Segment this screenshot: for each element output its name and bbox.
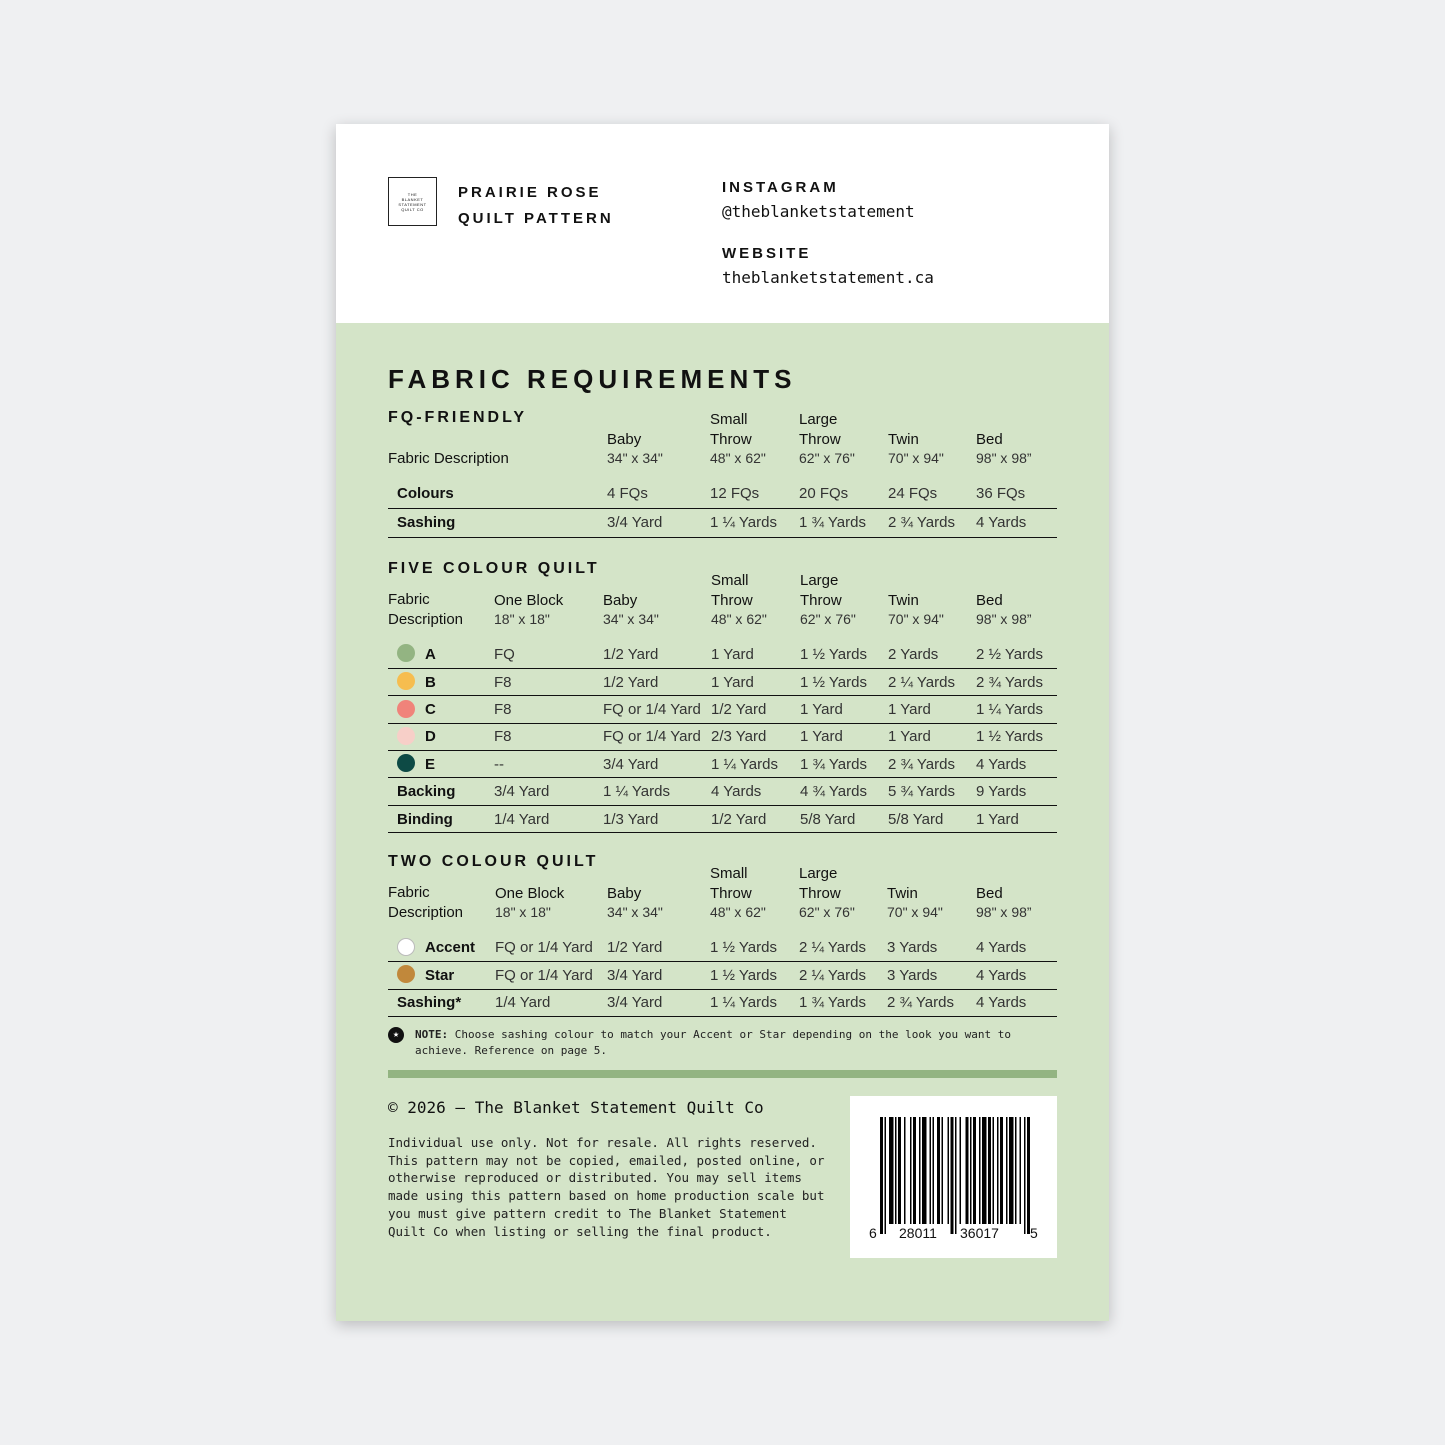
barcode-bar	[1015, 1117, 1017, 1224]
table-row	[388, 723, 1057, 750]
table-cell: 4 Yards	[976, 751, 1057, 778]
table-cell: 1 Yard	[800, 723, 888, 750]
table-cell: 1 Yard	[711, 668, 800, 695]
table-row	[388, 989, 1057, 1017]
table-row	[388, 805, 1057, 832]
table-cell: F8	[494, 668, 603, 695]
barcode-bar	[895, 1117, 897, 1224]
table-cell: 3/4 Yard	[607, 989, 710, 1017]
column-header: Bed 98" x 98”	[976, 591, 1032, 627]
barcode-bar	[904, 1117, 906, 1224]
column-header: One Block 18" x 18"	[494, 591, 564, 627]
website-label: WEBSITE	[722, 245, 812, 262]
barcode-bar	[910, 1117, 912, 1224]
row-label: E	[388, 751, 494, 778]
table-cell: 20 FQs	[799, 479, 888, 508]
table-cell: 4 Yards	[711, 778, 800, 805]
table-cell: 1 Yard	[800, 696, 888, 723]
row-label: Accent	[388, 934, 495, 962]
table-cell: 2 ¾ Yards	[888, 508, 976, 537]
row-label: Sashing*	[388, 989, 495, 1017]
barcode-bars	[850, 1096, 1057, 1258]
table-cell: 3 Yards	[887, 962, 976, 990]
pattern-title: PRAIRIE ROSE QUILT PATTERN	[458, 184, 614, 227]
column-header: Large Throw 62" x 76"	[799, 865, 855, 920]
table-cell: 2/3 Yard	[711, 723, 800, 750]
barcode-bar	[933, 1117, 935, 1224]
fabric-swatch-icon	[397, 754, 415, 772]
table-cell: 5/8 Yard	[800, 805, 888, 832]
barcode-bar	[889, 1117, 894, 1224]
barcode-digit-first: 6	[869, 1225, 877, 1241]
barcode-bar	[993, 1117, 995, 1224]
table-cell: FQ or 1/4 Yard	[603, 723, 711, 750]
two-colour-table	[388, 934, 1057, 1017]
table-cell: 1 ½ Yards	[710, 962, 799, 990]
fabric-description-label: Fabric Description	[388, 884, 464, 921]
fq-friendly-table	[388, 479, 1057, 538]
row-label: A	[388, 641, 494, 668]
table-cell: 2 ¼ Yards	[888, 668, 976, 695]
table-cell: 3 Yards	[887, 934, 976, 962]
column-header: Baby 34" x 34"	[603, 591, 659, 627]
barcode-bar	[951, 1117, 954, 1234]
table-row	[388, 641, 1057, 668]
table-row	[388, 696, 1057, 723]
table-row	[388, 778, 1057, 805]
section-title-five-colour: FIVE COLOUR QUILT	[388, 560, 600, 577]
barcode-bar	[970, 1117, 972, 1224]
table-cell: 1 ¾ Yards	[799, 989, 887, 1017]
row-label: B	[388, 668, 494, 695]
table-cell: 12 FQs	[710, 479, 799, 508]
barcode-bar	[1020, 1117, 1022, 1224]
table-cell: 1/2 Yard	[711, 696, 800, 723]
table-cell: 2 ¼ Yards	[799, 962, 887, 990]
barcode-bar	[948, 1117, 950, 1224]
table-cell: 1 ¼ Yards	[603, 778, 711, 805]
fabric-description-label: Fabric Description	[388, 450, 509, 467]
table-cell: 24 FQs	[888, 479, 976, 508]
column-header: Small Throw 48" x 62"	[711, 572, 767, 627]
table-cell: 1/4 Yard	[495, 989, 607, 1017]
table-row	[388, 668, 1057, 695]
table-row	[388, 962, 1057, 990]
table-cell: F8	[494, 723, 603, 750]
legal-text: Individual use only. Not for resale. All rights reserved. This pattern may not be copied, emailed, posted online, or otherwise reproduced or distributed. You may sell items made using this pattern based on home production scale but you must give pattern credit to The Blanket Statement Quilt Co when listing or selling the final product.	[388, 1135, 825, 1239]
table-cell: FQ or 1/4 Yard	[495, 962, 607, 990]
barcode-bar	[1009, 1117, 1014, 1224]
barcode-bar	[1006, 1117, 1008, 1224]
table-cell: 1 ½ Yards	[800, 641, 888, 668]
column-header: Baby 34" x 34"	[607, 884, 663, 920]
table-cell: 1/4 Yard	[494, 805, 603, 832]
barcode-bar	[919, 1117, 921, 1224]
table-cell: 1 ½ Yards	[710, 934, 799, 962]
table-cell: 5/8 Yard	[888, 805, 976, 832]
table-cell: FQ	[494, 641, 603, 668]
table-cell: 1 ¼ Yards	[976, 696, 1057, 723]
fabric-swatch-icon	[397, 965, 415, 983]
barcode-bar	[973, 1117, 976, 1224]
table-row	[388, 751, 1057, 778]
table-cell: 1 Yard	[976, 805, 1057, 832]
barcode-bar	[979, 1117, 981, 1224]
barcode	[850, 1096, 1057, 1258]
barcode-bar	[885, 1117, 887, 1234]
column-header: Small Throw 48" x 62"	[710, 865, 766, 920]
row-label: Sashing	[388, 508, 607, 537]
table-cell: 1 ½ Yards	[976, 723, 1057, 750]
column-header: Twin 70" x 94"	[888, 591, 944, 627]
table-cell: 1 Yard	[888, 723, 976, 750]
barcode-bar	[880, 1117, 883, 1234]
table-cell: 1 Yard	[888, 696, 976, 723]
table-cell: 4 Yards	[976, 934, 1057, 962]
brand-logo: THE BLANKET STATEMENT QUILT CO	[388, 177, 437, 226]
table-cell: 2 Yards	[888, 641, 976, 668]
column-header: Large Throw 62" x 76"	[800, 572, 856, 627]
section-title-two-colour: TWO COLOUR QUILT	[388, 853, 599, 870]
table-cell: 1/2 Yard	[607, 934, 710, 962]
table-cell: 1 ¼ Yards	[711, 751, 800, 778]
barcode-bar	[960, 1117, 962, 1224]
star-icon: ★	[388, 1027, 404, 1043]
divider-bar	[388, 1070, 1057, 1078]
table-cell: 1/2 Yard	[603, 668, 711, 695]
table-cell: 1 ¾ Yards	[800, 751, 888, 778]
table-cell: 2 ½ Yards	[976, 641, 1057, 668]
barcode-bar	[937, 1117, 940, 1224]
table-row	[388, 479, 1057, 508]
website-url: theblanketstatement.ca	[722, 268, 934, 287]
table-cell: 1 ¼ Yards	[710, 508, 799, 537]
barcode-bar	[930, 1117, 932, 1224]
table-cell: FQ or 1/4 Yard	[603, 696, 711, 723]
table-cell: 2 ¾ Yards	[976, 668, 1057, 695]
table-cell: 1 ¾ Yards	[799, 508, 888, 537]
column-header: One Block 18" x 18"	[495, 884, 565, 920]
row-label: Backing	[388, 778, 494, 805]
barcode-bar	[997, 1117, 999, 1224]
page-title: FABRIC REQUIREMENTS	[388, 364, 797, 394]
column-header: Bed 98" x 98”	[976, 884, 1032, 920]
table-cell: 2 ¼ Yards	[799, 934, 887, 962]
copyright: © 2026 – The Blanket Statement Quilt Co	[388, 1098, 764, 1117]
table-cell: 3/4 Yard	[607, 962, 710, 990]
column-header: Bed 98" x 98”	[976, 430, 1032, 466]
barcode-bar	[988, 1117, 991, 1224]
barcode-bar	[982, 1117, 987, 1224]
pattern-back-cover	[336, 124, 1109, 1321]
row-label: Binding	[388, 805, 494, 832]
table-cell: 2 ¾ Yards	[888, 751, 976, 778]
table-cell: 1/2 Yard	[711, 805, 800, 832]
table-cell: FQ or 1/4 Yard	[495, 934, 607, 962]
sashing-note: ★ NOTE: Choose sashing colour to match your Accent or Star depending on the look you want to achieve. Reference on page 5.	[388, 1027, 1057, 1059]
table-cell: 3/4 Yard	[494, 778, 603, 805]
barcode-digits-left: 28011	[899, 1225, 937, 1241]
instagram-label: INSTAGRAM	[722, 179, 839, 196]
row-label: Star	[388, 962, 495, 990]
table-cell: 3/4 Yard	[603, 751, 711, 778]
barcode-bar	[1000, 1117, 1003, 1224]
fabric-swatch-icon	[397, 938, 415, 956]
table-cell: 4 Yards	[976, 962, 1057, 990]
table-cell: 9 Yards	[976, 778, 1057, 805]
row-label: Colours	[388, 479, 607, 508]
barcode-bar	[1027, 1117, 1030, 1234]
table-cell: 1 ¼ Yards	[710, 989, 799, 1017]
table-cell: 1 Yard	[711, 641, 800, 668]
table-cell: 4 Yards	[976, 989, 1057, 1017]
table-cell: 2 ¾ Yards	[887, 989, 976, 1017]
row-label: C	[388, 696, 494, 723]
fabric-swatch-icon	[397, 700, 415, 718]
table-cell: 4 Yards	[976, 508, 1057, 537]
barcode-bar	[1024, 1117, 1026, 1234]
table-row	[388, 508, 1057, 537]
barcode-digit-last: 5	[1030, 1225, 1038, 1241]
column-header: Large Throw 62" x 76"	[799, 411, 855, 466]
barcode-digits-right: 36017	[960, 1225, 999, 1241]
table-cell: 4 ¾ Yards	[800, 778, 888, 805]
section-title-fq-friendly: FQ-FRIENDLY	[388, 409, 528, 426]
barcode-bar	[942, 1117, 944, 1224]
five-colour-table	[388, 641, 1057, 833]
table-cell: 4 FQs	[607, 479, 710, 508]
table-row	[388, 934, 1057, 962]
table-cell: --	[494, 751, 603, 778]
column-header: Baby 34" x 34"	[607, 430, 663, 466]
row-label: D	[388, 723, 494, 750]
table-cell: 1/3 Yard	[603, 805, 711, 832]
column-header: Twin 70" x 94"	[887, 884, 943, 920]
table-cell: 1/2 Yard	[603, 641, 711, 668]
header-panel	[336, 124, 1109, 323]
table-cell: 36 FQs	[976, 479, 1057, 508]
table-cell: 3/4 Yard	[607, 508, 710, 537]
table-cell: F8	[494, 696, 603, 723]
fabric-swatch-icon	[397, 672, 415, 690]
fabric-swatch-icon	[397, 727, 415, 745]
barcode-bar	[922, 1117, 927, 1224]
barcode-bar	[966, 1117, 969, 1224]
fabric-swatch-icon	[397, 644, 415, 662]
column-header: Small Throw 48" x 62"	[710, 411, 766, 466]
barcode-bar	[955, 1117, 957, 1234]
instagram-handle: @theblanketstatement	[722, 202, 915, 221]
table-cell: 1 ½ Yards	[800, 668, 888, 695]
barcode-bar	[913, 1117, 916, 1224]
column-header: Twin 70" x 94"	[888, 430, 944, 466]
fabric-description-label: Fabric Description	[388, 591, 464, 628]
table-cell: 5 ¾ Yards	[888, 778, 976, 805]
barcode-bar	[898, 1117, 901, 1224]
